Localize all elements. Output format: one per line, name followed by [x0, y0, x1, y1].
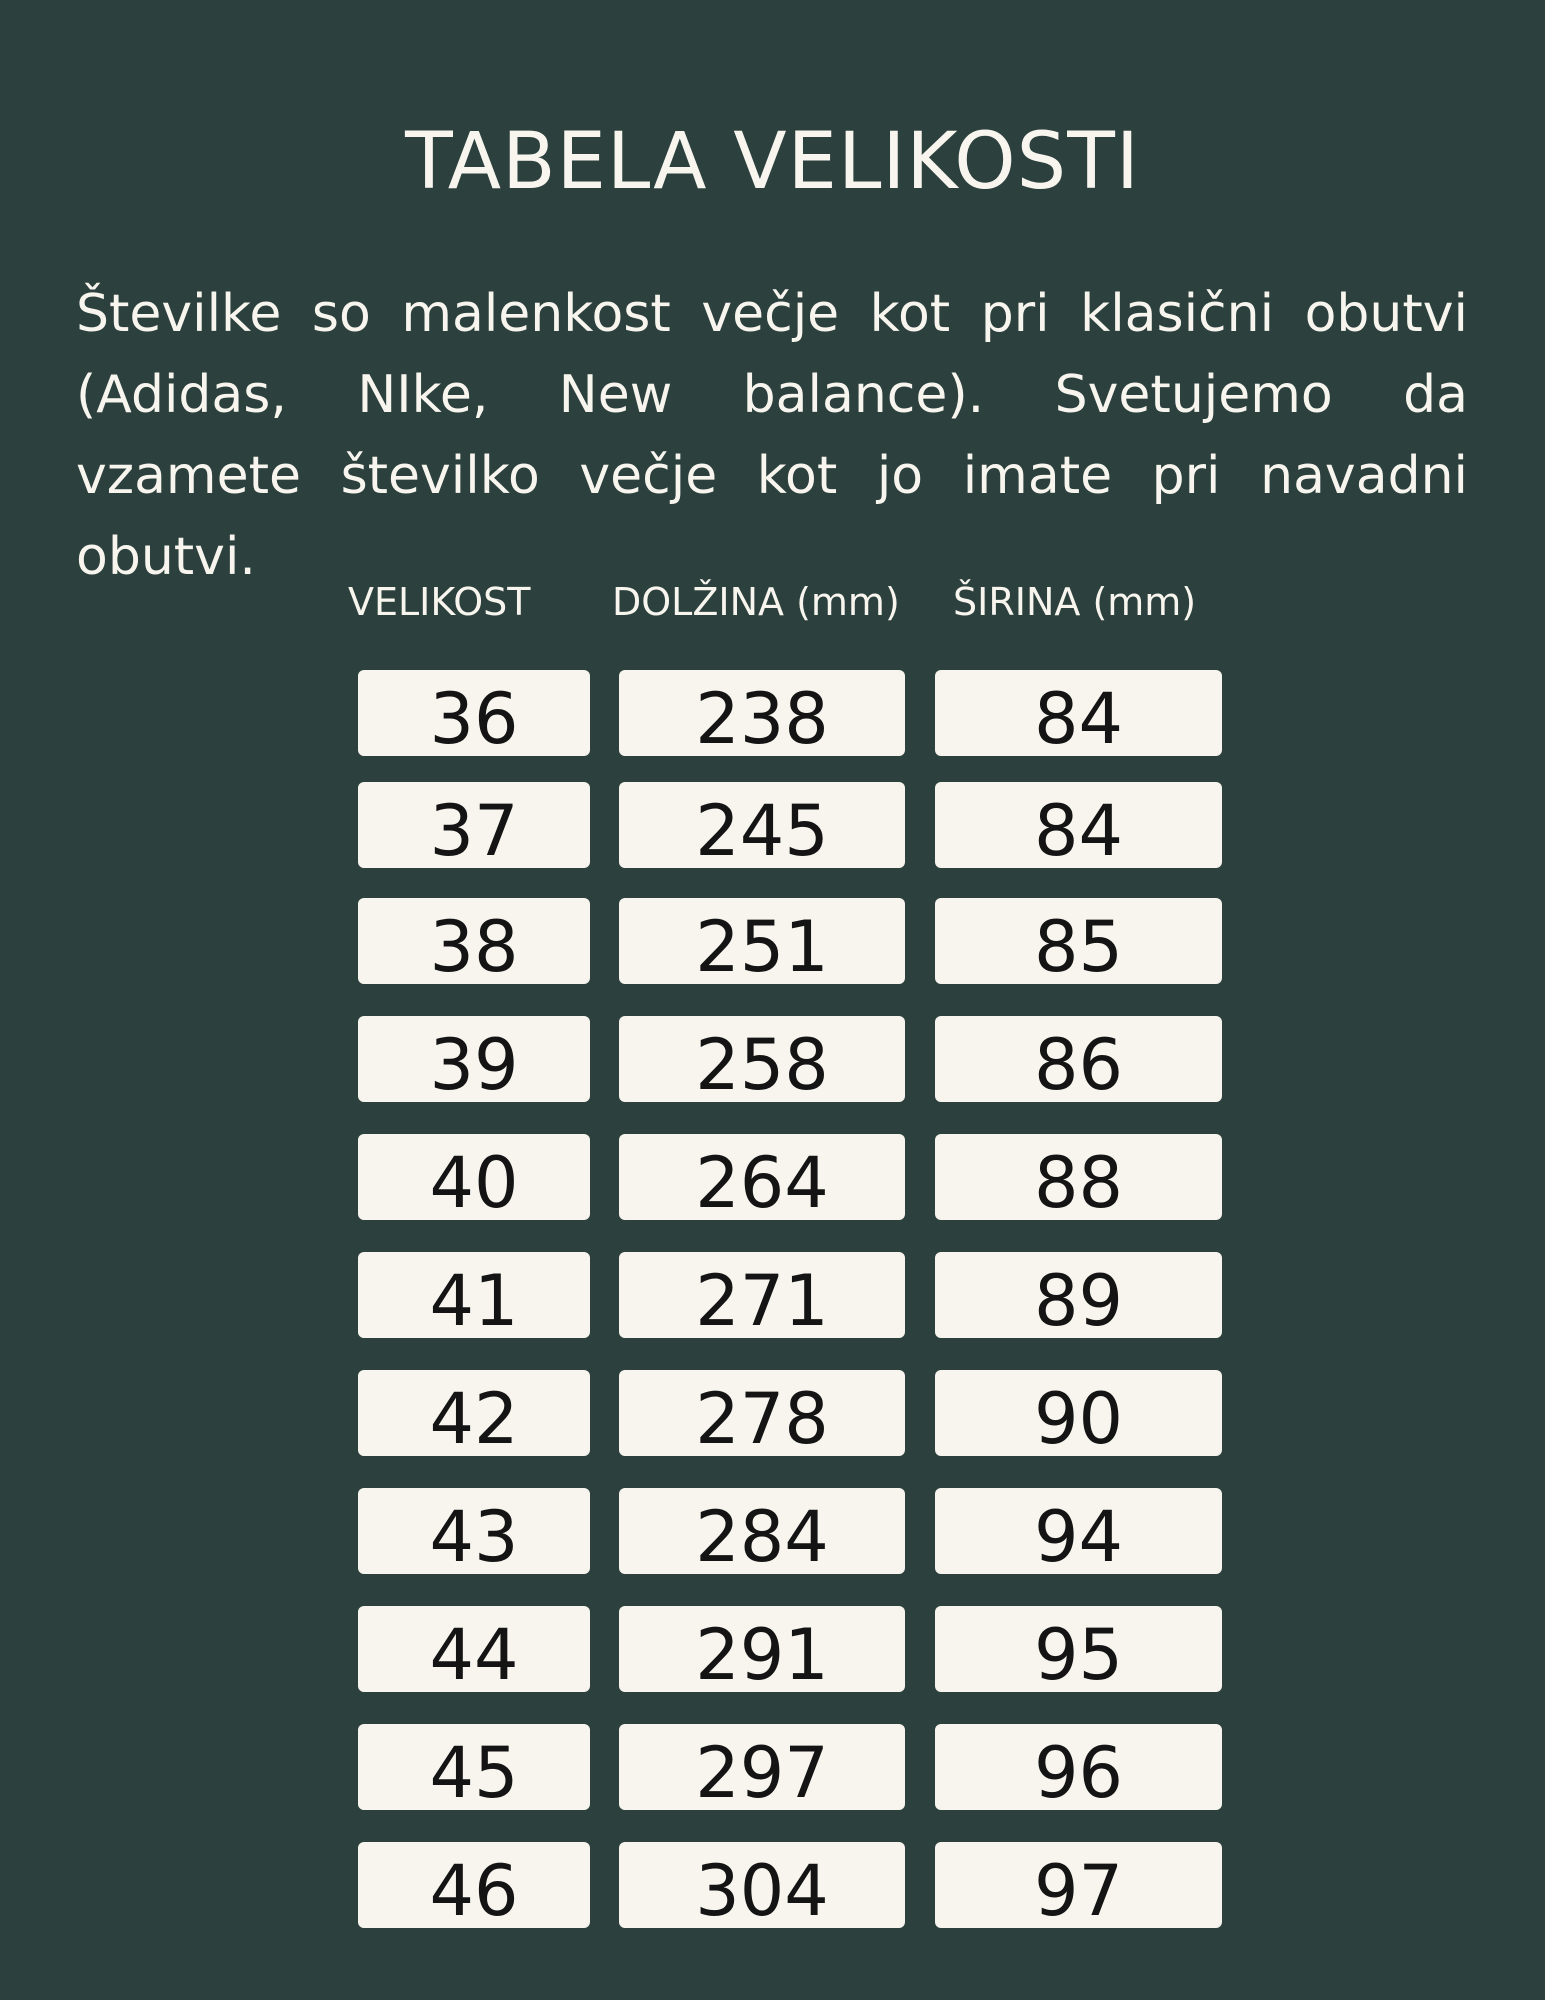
- size-cell: 42: [358, 1370, 590, 1456]
- table-row: [0, 1252, 1545, 1342]
- size-cell: 45: [358, 1724, 590, 1810]
- width-cell: 88: [935, 1134, 1222, 1220]
- table-row: [0, 1724, 1545, 1814]
- header-width: ŠIRINA (mm): [953, 580, 1197, 624]
- width-cell: 86: [935, 1016, 1222, 1102]
- table-row: [0, 1842, 1545, 1932]
- size-cell: 36: [358, 670, 590, 756]
- length-cell: 291: [619, 1606, 905, 1692]
- table-row: [0, 898, 1545, 988]
- size-cell: 40: [358, 1134, 590, 1220]
- header-size: VELIKOST: [348, 580, 531, 624]
- length-cell: 264: [619, 1134, 905, 1220]
- width-cell: 94: [935, 1488, 1222, 1574]
- size-cell: 41: [358, 1252, 590, 1338]
- length-cell: 284: [619, 1488, 905, 1574]
- intro-text: Številke so malenkost večje kot pri klasični obutvi (Adidas, NIke, New balance). Svetujemo da vzamete številko večje kot jo imate pri navadni obutvi.: [76, 284, 1468, 587]
- length-cell: 238: [619, 670, 905, 756]
- width-cell: 85: [935, 898, 1222, 984]
- length-cell: 278: [619, 1370, 905, 1456]
- length-cell: 258: [619, 1016, 905, 1102]
- size-cell: 46: [358, 1842, 590, 1928]
- page-title: TABELA VELIKOSTI: [405, 117, 1140, 208]
- width-cell: 84: [935, 670, 1222, 756]
- length-cell: 304: [619, 1842, 905, 1928]
- header-length: DOLŽINA (mm): [612, 580, 900, 624]
- table-row: [0, 1606, 1545, 1696]
- size-cell: 38: [358, 898, 590, 984]
- table-row: [0, 1134, 1545, 1224]
- length-cell: 271: [619, 1252, 905, 1338]
- table-row: [0, 1488, 1545, 1578]
- width-cell: 89: [935, 1252, 1222, 1338]
- table-row: [0, 1370, 1545, 1460]
- size-cell: 43: [358, 1488, 590, 1574]
- length-cell: 297: [619, 1724, 905, 1810]
- size-cell: 44: [358, 1606, 590, 1692]
- table-row: [0, 1016, 1545, 1106]
- size-cell: 37: [358, 782, 590, 868]
- width-cell: 90: [935, 1370, 1222, 1456]
- table-row: [0, 782, 1545, 872]
- width-cell: 96: [935, 1724, 1222, 1810]
- size-cell: 39: [358, 1016, 590, 1102]
- width-cell: 97: [935, 1842, 1222, 1928]
- length-cell: 245: [619, 782, 905, 868]
- width-cell: 95: [935, 1606, 1222, 1692]
- table-row: [0, 670, 1545, 760]
- length-cell: 251: [619, 898, 905, 984]
- width-cell: 84: [935, 782, 1222, 868]
